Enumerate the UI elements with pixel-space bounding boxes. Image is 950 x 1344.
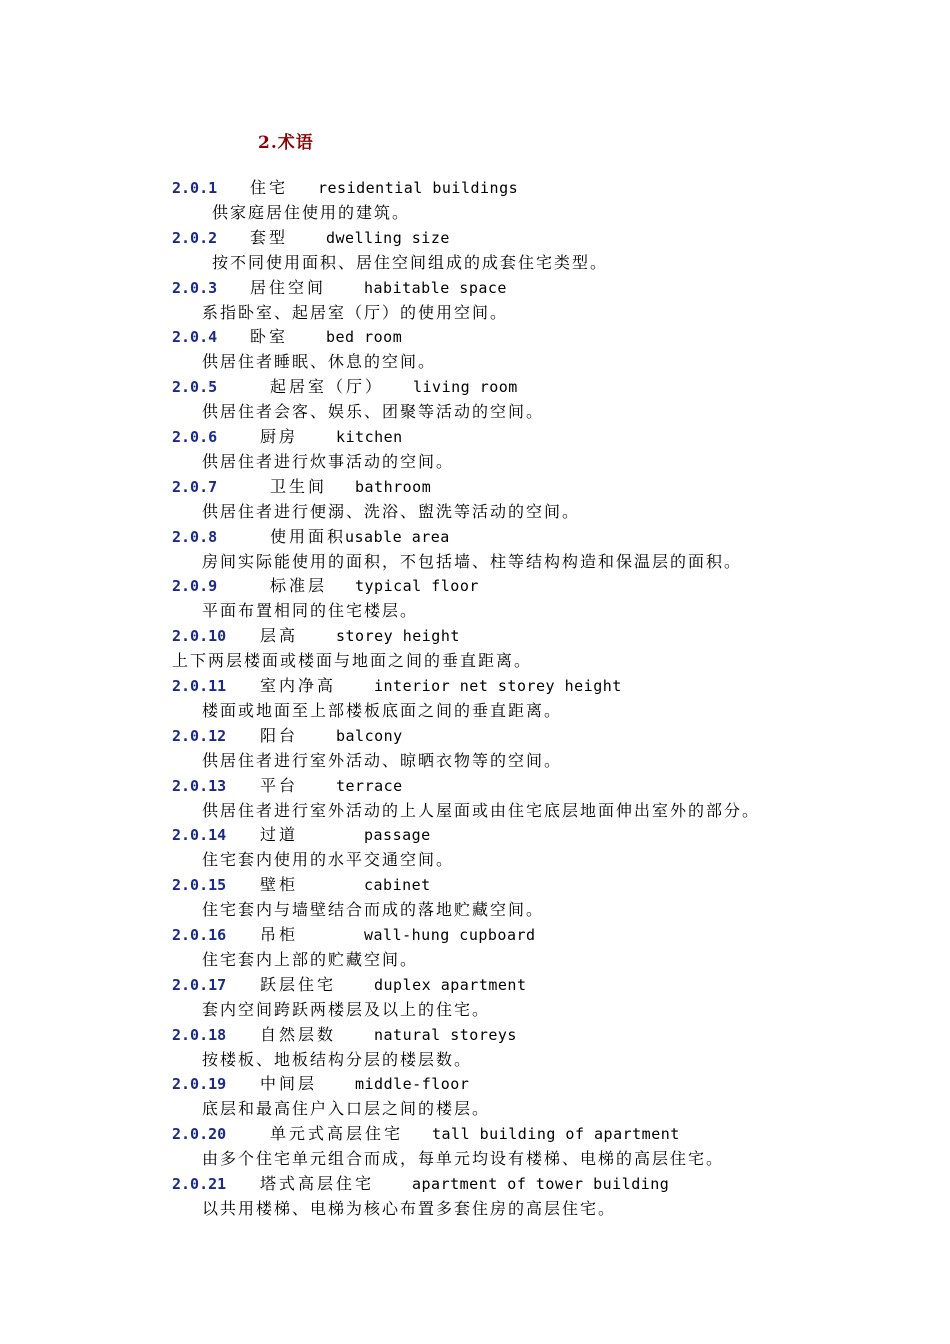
term-number: 2.0.15 (172, 876, 227, 895)
term-chinese: 标准层 (270, 576, 328, 596)
term-entry (172, 973, 912, 1023)
term-number: 2.0.21 (172, 1174, 227, 1193)
term-heading (172, 624, 460, 648)
terms-list (172, 176, 912, 1222)
term-definition: 住宅套内上部的贮藏空间。 (202, 949, 419, 969)
term-entry (172, 873, 912, 923)
term-heading (172, 973, 527, 997)
term-number: 2.0.18 (172, 1025, 227, 1044)
term-definition: 供家庭居住使用的建筑。 (212, 203, 411, 222)
term-chinese: 卫生间 (270, 476, 328, 496)
term-chinese: 室内净高 (260, 675, 337, 695)
term-definition: 供居住者进行炊事活动的空间。 (202, 451, 455, 471)
term-heading (172, 774, 403, 798)
term-english: duplex apartment (374, 975, 527, 994)
term-definition: 底层和最高住户入口层之间的楼层。 (202, 1099, 491, 1119)
term-english: interior net storey height (374, 676, 622, 695)
term-chinese: 单元式高层住宅 (270, 1124, 404, 1144)
term-chinese: 过道 (260, 825, 299, 845)
term-number: 2.0.4 (172, 328, 218, 347)
term-definition: 系指卧室、起居室（厅）的使用空间。 (202, 302, 509, 322)
term-heading (172, 176, 518, 200)
term-number: 2.0.14 (172, 826, 227, 845)
term-number: 2.0.7 (172, 477, 218, 496)
term-english: middle-floor (355, 1075, 470, 1094)
term-heading (172, 325, 402, 349)
term-english: habitable space (364, 278, 507, 297)
term-chinese: 套型 (250, 227, 289, 247)
term-chinese: 塔式高层住宅 (260, 1173, 375, 1193)
term-heading (172, 1172, 669, 1196)
term-chinese: 居住空间 (250, 277, 327, 297)
term-entry (172, 525, 912, 575)
term-english: dwelling size (326, 228, 450, 247)
term-english: bathroom (355, 477, 432, 496)
term-heading (172, 276, 507, 300)
term-number: 2.0.8 (172, 527, 218, 546)
term-chinese: 厨房 (260, 426, 299, 446)
term-chinese: 起居室（厅） (270, 377, 385, 397)
term-entry (172, 475, 912, 525)
term-definition: 住宅套内使用的水平交通空间。 (202, 850, 455, 870)
term-entry (172, 774, 912, 824)
term-entry (172, 226, 912, 276)
term-chinese: 壁柜 (260, 875, 299, 895)
term-english: balcony (336, 726, 403, 745)
term-definition: 套内空间跨跃两楼层及以上的住宅。 (202, 999, 491, 1019)
term-chinese: 中间层 (260, 1074, 318, 1094)
term-number: 2.0.2 (172, 228, 218, 247)
term-heading (172, 1072, 469, 1096)
term-heading (172, 375, 518, 399)
term-definition: 楼面或地面至上部楼板底面之间的垂直距离。 (202, 700, 563, 720)
term-english: usable area (345, 527, 450, 546)
term-heading (172, 475, 431, 499)
term-english: natural storeys (374, 1025, 517, 1044)
term-number: 2.0.17 (172, 975, 227, 994)
term-definition: 上下两层楼面或楼面与地面之间的垂直距离。 (172, 651, 533, 671)
term-entry (172, 276, 912, 326)
term-heading (172, 823, 431, 847)
term-heading (172, 873, 431, 897)
term-entry (172, 674, 912, 724)
term-chinese: 使用面积 (270, 526, 347, 546)
term-chinese: 阳台 (260, 725, 299, 745)
term-definition: 住宅套内与墙壁结合而成的落地贮藏空间。 (202, 900, 545, 920)
term-chinese: 自然层数 (260, 1024, 337, 1044)
term-definition: 按楼板、地板结构分层的楼层数。 (202, 1049, 473, 1069)
term-number: 2.0.16 (172, 925, 227, 944)
term-number: 2.0.19 (172, 1075, 227, 1094)
term-entry (172, 624, 912, 674)
term-english: bed room (326, 328, 403, 347)
term-definition: 供居住者进行便溺、洗浴、盥洗等活动的空间。 (202, 501, 581, 521)
term-definition: 供居住者睡眠、休息的空间。 (202, 352, 437, 372)
term-entry (172, 1072, 912, 1122)
term-english: tall building of apartment (432, 1125, 680, 1144)
term-entry (172, 1172, 912, 1222)
term-english: kitchen (336, 427, 403, 446)
term-heading (172, 226, 450, 250)
term-heading (172, 525, 450, 549)
term-definition: 由多个住宅单元组合而成，每单元均设有楼梯、电梯的高层住宅。 (202, 1149, 725, 1169)
term-english: storey height (336, 627, 460, 646)
term-english: wall-hung cupboard (364, 925, 536, 944)
term-english: apartment of tower building (412, 1174, 670, 1193)
term-number: 2.0.3 (172, 278, 218, 297)
term-heading (172, 724, 403, 748)
section-title: 2.术语 (258, 133, 314, 153)
term-chinese: 层高 (260, 626, 299, 646)
term-chinese: 平台 (260, 775, 299, 795)
term-english: passage (364, 826, 431, 845)
term-definition: 按不同使用面积、居住空间组成的成套住宅类型。 (212, 252, 609, 272)
term-entry (172, 325, 912, 375)
term-number: 2.0.1 (172, 179, 218, 197)
term-number: 2.0.20 (172, 1125, 227, 1144)
term-entry (172, 176, 912, 226)
term-chinese: 吊柜 (260, 924, 299, 944)
term-number: 2.0.11 (172, 676, 227, 695)
term-definition: 平面布置相同的住宅楼层。 (202, 601, 419, 621)
term-number: 2.0.5 (172, 378, 218, 397)
term-definition: 供居住者进行室外活动的上人屋面或由住宅底层地面伸出室外的部分。 (202, 800, 761, 820)
term-entry (172, 574, 912, 624)
term-chinese: 住宅 (250, 178, 289, 197)
term-heading (172, 923, 536, 947)
term-number: 2.0.12 (172, 726, 227, 745)
term-number: 2.0.6 (172, 427, 218, 446)
term-definition: 供居住者进行室外活动、晾晒衣物等的空间。 (202, 750, 563, 770)
term-entry (172, 923, 912, 973)
term-english: typical floor (355, 577, 479, 596)
term-heading (172, 674, 622, 698)
term-number: 2.0.10 (172, 627, 227, 646)
term-english: terrace (336, 776, 403, 795)
term-heading (172, 1023, 517, 1047)
term-entry (172, 1122, 912, 1172)
term-heading (172, 574, 479, 598)
term-english: residential buildings (318, 179, 519, 197)
term-heading (172, 1122, 680, 1146)
term-number: 2.0.9 (172, 577, 218, 596)
term-definition: 房间实际能使用的面积，不包括墙、柱等结构构造和保温层的面积。 (202, 551, 743, 571)
term-number: 2.0.13 (172, 776, 227, 795)
term-entry (172, 1023, 912, 1073)
term-english: cabinet (364, 876, 431, 895)
term-definition: 供居住者会客、娱乐、团聚等活动的空间。 (202, 402, 545, 422)
term-entry (172, 724, 912, 774)
term-entry (172, 425, 912, 475)
term-entry (172, 823, 912, 873)
term-definition: 以共用楼梯、电梯为核心布置多套住房的高层住宅。 (202, 1198, 617, 1218)
term-entry (172, 375, 912, 425)
term-chinese: 卧室 (250, 327, 289, 347)
term-chinese: 跃层住宅 (260, 974, 337, 994)
term-english: living room (413, 378, 518, 397)
term-heading (172, 425, 403, 449)
